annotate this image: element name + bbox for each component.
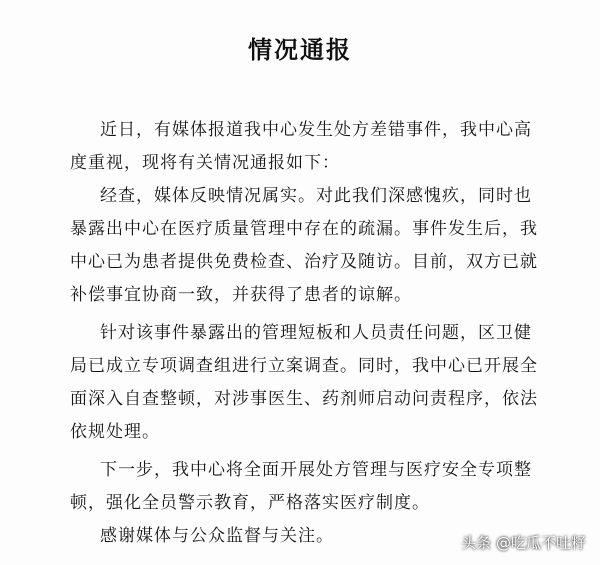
paragraph-5-line-1: 感谢媒体与公众监督与关注。	[100, 526, 334, 546]
paragraph-4-line-2: 顿，强化全员警示教育，严格落实医疗制度。	[70, 493, 430, 513]
paragraph-2-line-1: 经查，媒体反映情况属实。对此我们深感愧疚，同时也	[100, 186, 532, 206]
paragraph-3-line-4: 依规处理。	[70, 422, 160, 442]
paragraph-1-line-2: 度重视，现将有关情况通报如下：	[70, 153, 340, 173]
paragraph-2-line-2: 暴露出中心在医疗质量管理中存在的疏漏。事件发生后，我	[70, 219, 538, 239]
paragraph-2-line-3: 中心已为患者提供免费检查、治疗及随访。目前，双方已就	[70, 252, 538, 272]
paragraph-2-line-4: 补偿事宜协商一致，并获得了患者的谅解。	[70, 285, 412, 305]
paragraph-3-line-1: 针对该事件暴露出的管理短板和人员责任问题，区卫健	[100, 323, 532, 343]
paragraph-3-line-3: 面深入自查整顿，对涉事医生、药剂师启动问责程序，依法	[70, 389, 538, 409]
document-title: 情况通报	[248, 36, 352, 64]
watermark-label: 头条 @吃瓜不吐籽	[461, 534, 586, 552]
paragraph-4-line-1: 下一步，我中心将全面开展处方管理与医疗安全专项整	[100, 460, 532, 480]
paragraph-1-line-1: 近日，有媒体报道我中心发生处方差错事件，我中心高	[100, 120, 532, 140]
paragraph-3-line-2: 局已成立专项调查组进行立案调查。同时，我中心已开展全	[70, 356, 538, 376]
